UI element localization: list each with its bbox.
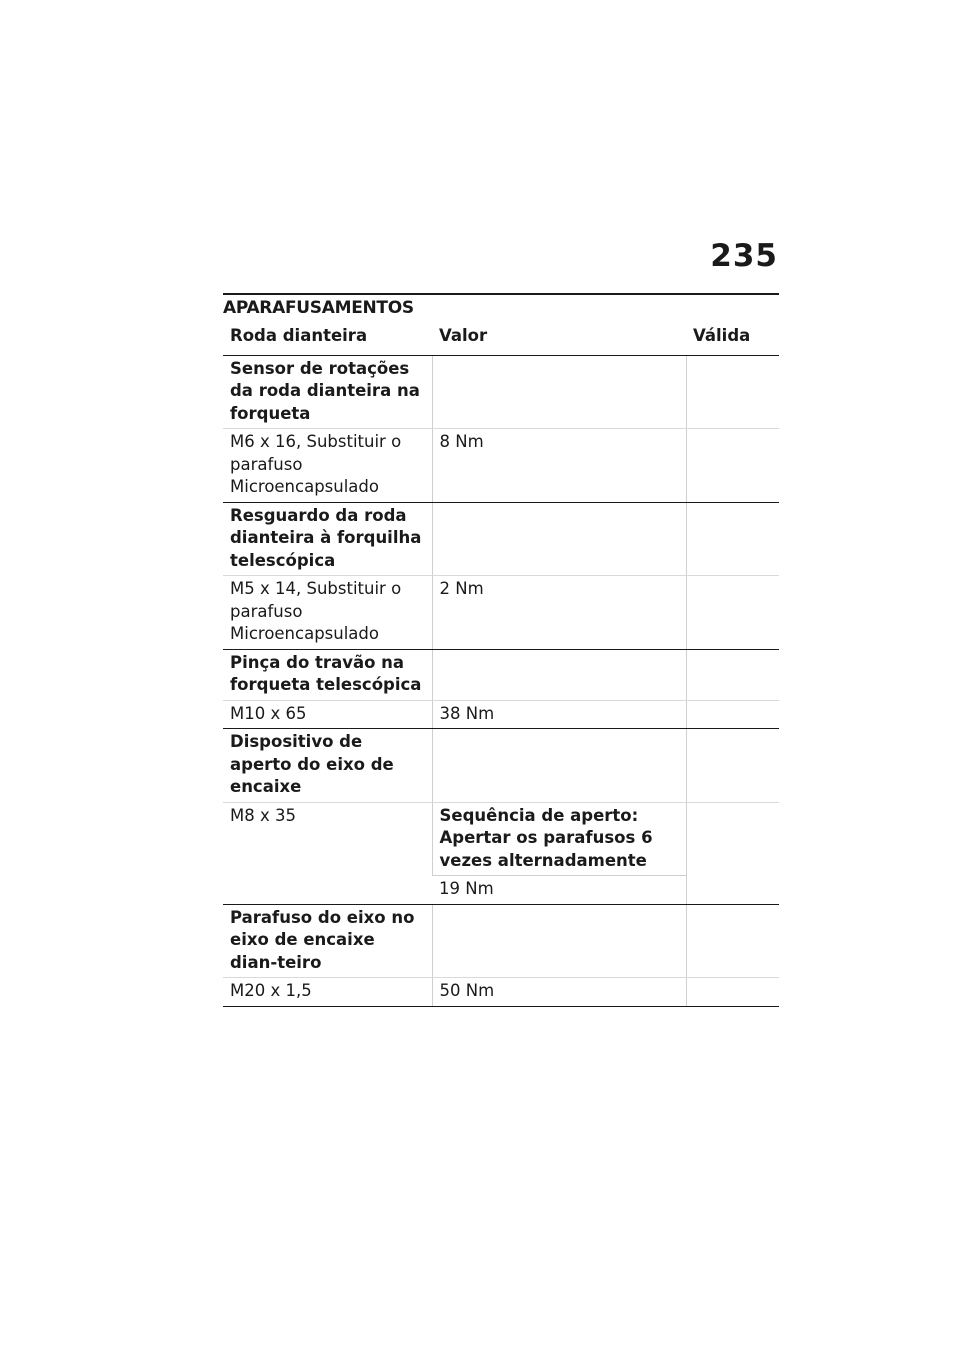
valid-cell (686, 802, 779, 904)
component-name: Dispositivo de aperto do eixo de encaixe (223, 729, 432, 803)
torque-value: 19 Nm (432, 876, 686, 905)
component-name: Resguardo da roda dianteira à forquilha telescópica (223, 502, 432, 576)
component-name: Pinça do travão na forqueta telescópica (223, 649, 432, 700)
header-front-wheel: Roda dianteira (223, 322, 432, 355)
table-row (223, 355, 779, 429)
table-row (223, 576, 779, 650)
valid-cell (686, 576, 779, 650)
valid-cell (686, 355, 779, 429)
value-cell (432, 355, 686, 429)
valid-cell (686, 429, 779, 503)
tightening-sequence-note: Sequência de aperto: Apertar os parafusos 6 vezes alternadamente (432, 802, 686, 876)
torque-value: 2 Nm (432, 576, 686, 650)
value-cell (432, 904, 686, 978)
page-number: 235 (710, 238, 778, 274)
spec-text: M6 x 16, Substituir o parafuso Microencapsulado (223, 429, 432, 503)
table-row (223, 802, 779, 876)
spec-text: M8 x 35 (223, 802, 432, 904)
spec-text: M5 x 14, Substituir o parafuso Microencapsulado (223, 576, 432, 650)
component-name: Sensor de rotações da roda dianteira na forqueta (223, 355, 432, 429)
torque-value: 38 Nm (432, 700, 686, 729)
table-row (223, 502, 779, 576)
table-row (223, 978, 779, 1007)
header-valid: Válida (686, 322, 779, 355)
component-name: Parafuso do eixo no eixo de encaixe dian-teiro (223, 904, 432, 978)
table-row (223, 649, 779, 700)
table-header-row (223, 322, 779, 355)
valid-cell (686, 904, 779, 978)
spec-text: M20 x 1,5 (223, 978, 432, 1007)
value-cell (432, 649, 686, 700)
valid-cell (686, 649, 779, 700)
section-title: APARAFUSAMENTOS (223, 298, 414, 318)
table-row (223, 700, 779, 729)
torque-value: 50 Nm (432, 978, 686, 1007)
header-value: Valor (432, 322, 686, 355)
table-row (223, 429, 779, 503)
valid-cell (686, 700, 779, 729)
torque-value: 8 Nm (432, 429, 686, 503)
valid-cell (686, 729, 779, 803)
spec-text: M10 x 65 (223, 700, 432, 729)
value-cell (432, 729, 686, 803)
torque-spec-table (223, 322, 779, 1007)
valid-cell (686, 978, 779, 1007)
table-row (223, 729, 779, 803)
table-row (223, 904, 779, 978)
value-cell (432, 502, 686, 576)
valid-cell (686, 502, 779, 576)
header-rule (223, 293, 779, 295)
